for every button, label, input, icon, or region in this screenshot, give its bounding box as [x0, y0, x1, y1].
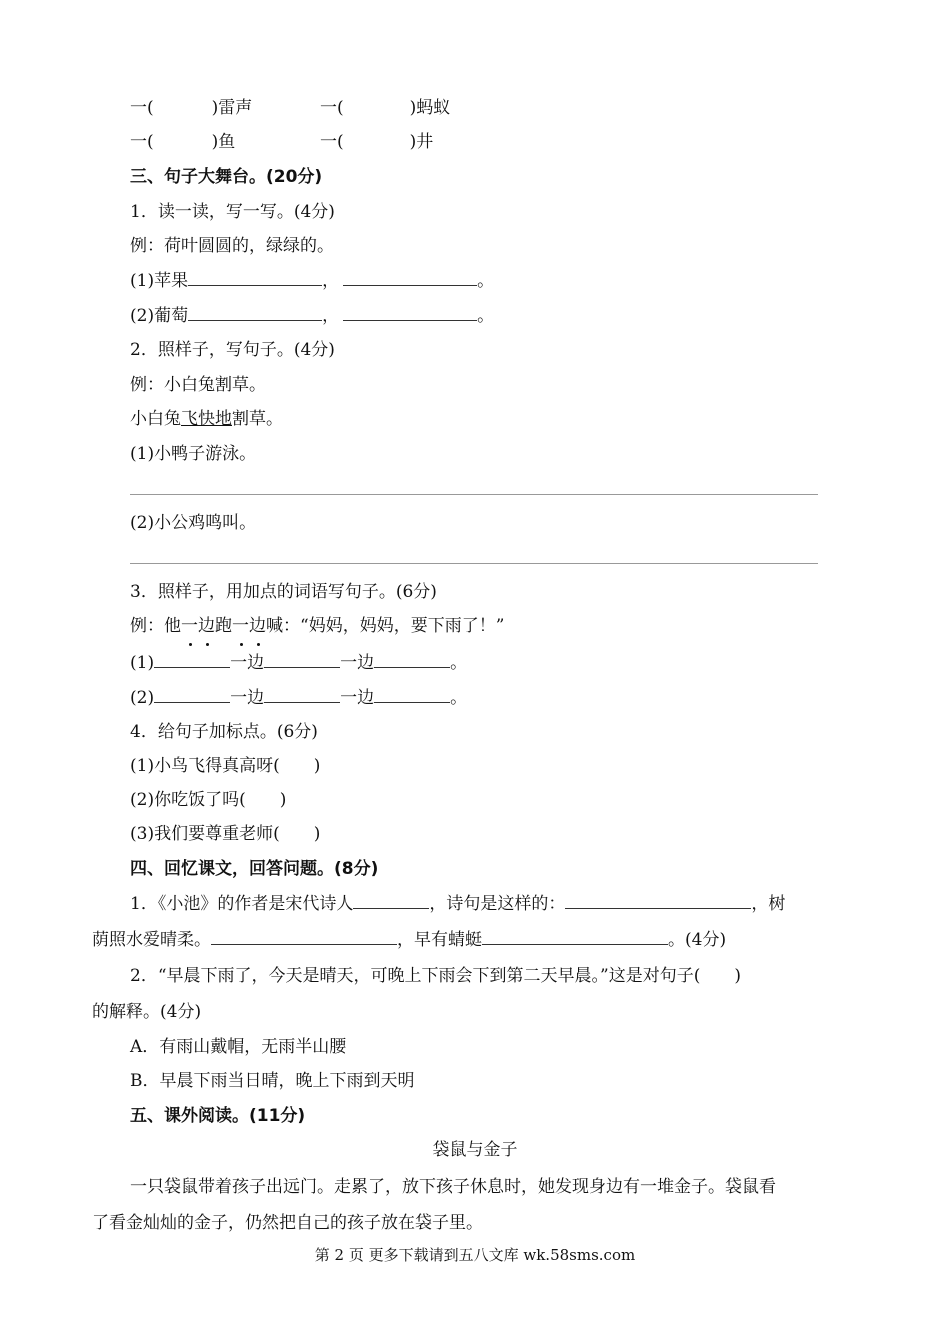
- measure-word-row-2b: 一( )井: [320, 132, 434, 152]
- q1-item-2: (2)葡萄 ， 。: [130, 306, 495, 326]
- story-paragraph-line-1: 一只袋鼠带着孩子出远门。走累了，放下孩子休息时，她发现身边有一堆金子。袋鼠看: [130, 1177, 776, 1197]
- answer-blank[interactable]: [343, 269, 477, 286]
- q1-example: 例：荷叶圆圆的，绿绿的。: [130, 236, 334, 256]
- answer-line-1[interactable]: [130, 494, 818, 495]
- option-b: B．早晨下雨当日晴，晚上下雨到天明: [130, 1071, 415, 1091]
- answer-blank[interactable]: [154, 651, 230, 668]
- dotted-char: 一: [232, 616, 249, 636]
- option-a: A．有雨山戴帽，无雨半山腰: [130, 1037, 347, 1057]
- answer-blank[interactable]: [353, 892, 429, 909]
- q2-example-1: 例：小白兔割草。: [130, 375, 266, 395]
- q4-title: 4．给句子加标点。(6分): [130, 722, 318, 742]
- answer-blank[interactable]: [264, 686, 340, 703]
- q2-item-2: (2)小公鸡鸣叫。: [130, 513, 257, 533]
- answer-blank[interactable]: [188, 304, 322, 321]
- s4-q2-line-1: 2．“早晨下雨了，今天是晴天，可晚上下雨会下到第二天早晨。”这是对句子( ): [130, 966, 741, 986]
- q4-item-3: (3)我们要尊重老师( ): [130, 824, 321, 844]
- page-footer: 第 2 页 更多下载请到五八文库 wk.58sms.com: [314, 1246, 636, 1264]
- answer-blank[interactable]: [374, 686, 450, 703]
- measure-word-row-1: 一( )雷声: [130, 98, 253, 118]
- answer-blank[interactable]: [264, 651, 340, 668]
- q1-item-1: (1)苹果 ， 。: [130, 271, 495, 291]
- q3-title: 3．照样子，用加点的词语写句子。(6分): [130, 582, 437, 602]
- dotted-char: 一: [181, 616, 198, 636]
- measure-word-row-1b: 一( )蚂蚁: [320, 98, 451, 118]
- answer-blank[interactable]: [154, 686, 230, 703]
- q4-item-2: (2)你吃饭了吗( ): [130, 790, 287, 810]
- q2-item-1: (1)小鸭子游泳。: [130, 444, 257, 464]
- s4-q1-line-2: 荫照水爱晴柔。 ，早有蜻蜓 。(4分): [92, 930, 727, 950]
- story-paragraph-line-2: 了看金灿灿的金子，仍然把自己的孩子放在袋子里。: [92, 1213, 483, 1233]
- answer-blank[interactable]: [565, 892, 751, 909]
- dotted-char: 边: [198, 616, 215, 636]
- q2-title: 2．照样子，写句子。(4分): [130, 340, 335, 360]
- s4-q1-line-1: 1．《小池》的作者是宋代诗人 ，诗句是这样的： ，树: [130, 894, 786, 914]
- s4-q2-line-2: 的解释。(4分): [92, 1002, 202, 1022]
- answer-blank[interactable]: [188, 269, 322, 286]
- story-title: 袋鼠与金子: [432, 1140, 518, 1160]
- q1-title: 1．读一读，写一写。(4分): [130, 202, 335, 222]
- answer-line-2[interactable]: [130, 563, 818, 564]
- q3-example: 例：他一边跑一边喊：“妈妈，妈妈，要下雨了！”: [130, 616, 505, 636]
- section-4-title: 四、回忆课文，回答问题。(8分): [130, 859, 379, 879]
- q3-item-1: (1) 一边 一边 。: [130, 653, 468, 673]
- section-3-title: 三、句子大舞台。(20分): [130, 167, 323, 187]
- answer-blank[interactable]: [211, 928, 397, 945]
- answer-blank[interactable]: [374, 651, 450, 668]
- measure-word-row-2: 一( )鱼: [130, 132, 236, 152]
- answer-blank[interactable]: [482, 928, 668, 945]
- dotted-char: 边: [249, 616, 266, 636]
- q2-example-2: 小白兔飞快地割草。: [130, 409, 283, 429]
- answer-blank[interactable]: [343, 304, 477, 321]
- q4-item-1: (1)小鸟飞得真高呀( ): [130, 756, 321, 776]
- underlined-word: 飞快地: [181, 409, 232, 429]
- q3-item-2: (2) 一边 一边 。: [130, 688, 468, 708]
- section-5-title: 五、课外阅读。(11分): [130, 1106, 306, 1126]
